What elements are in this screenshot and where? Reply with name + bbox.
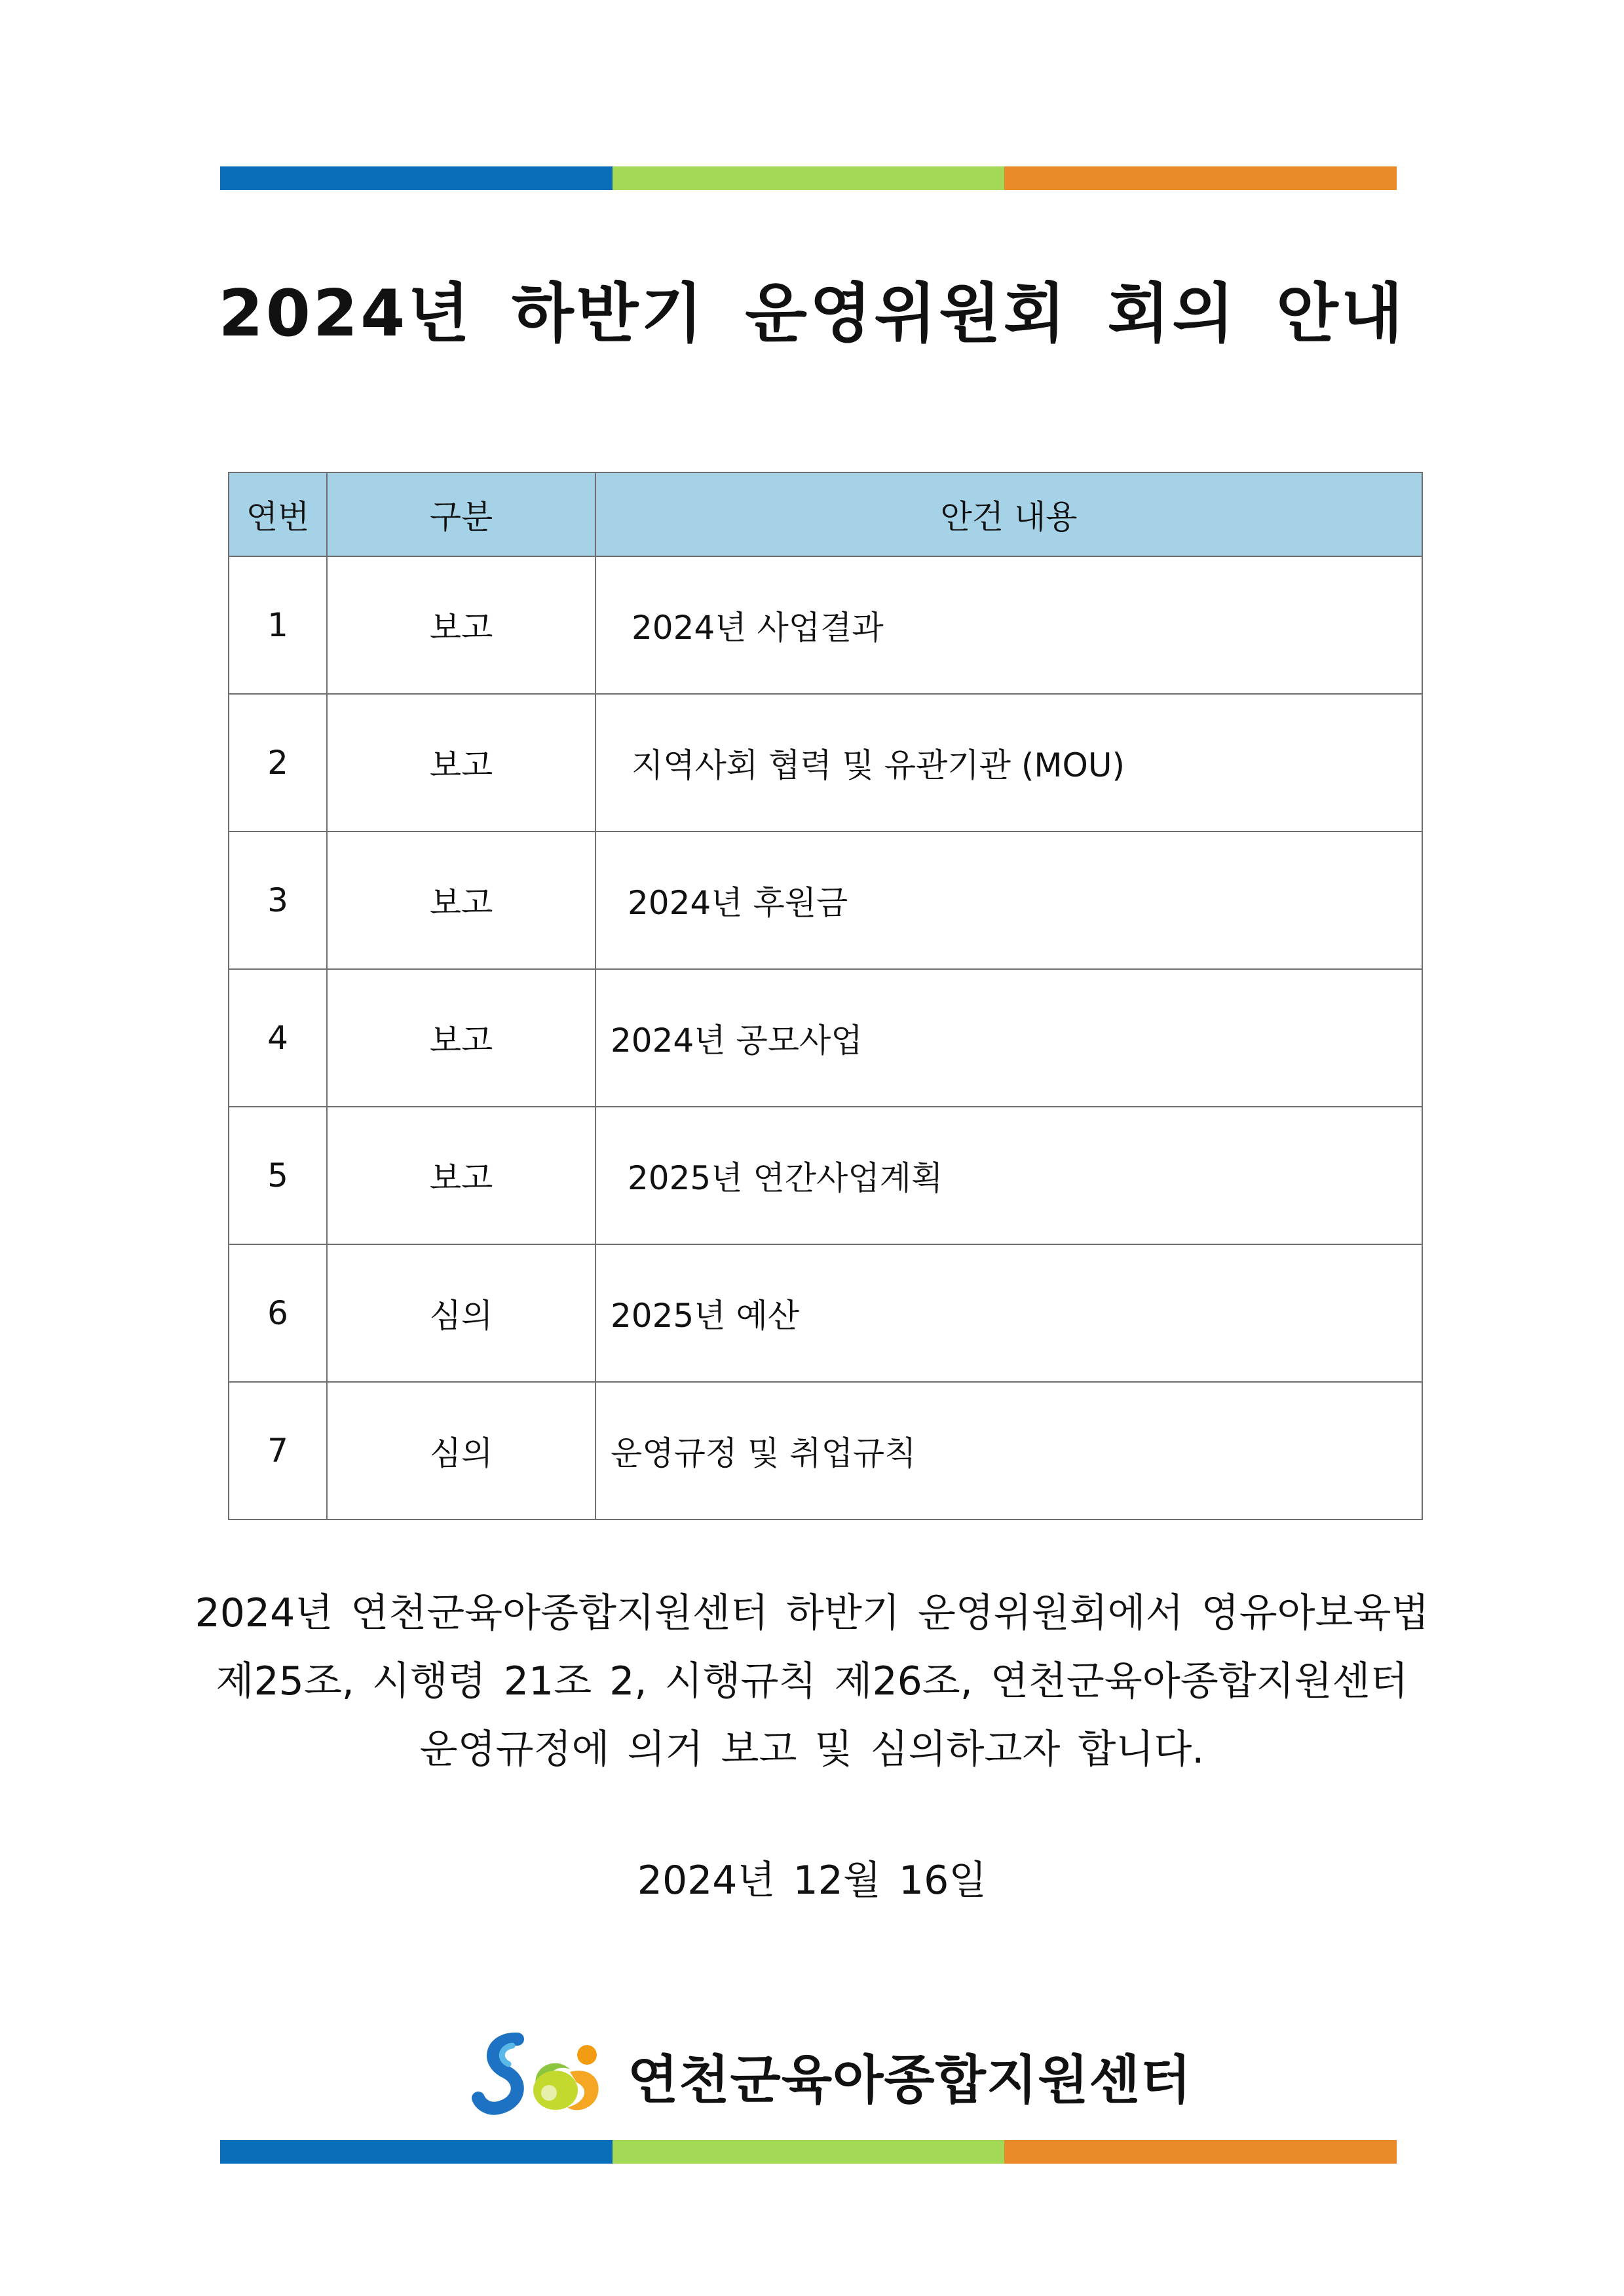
row-number: 2	[229, 694, 327, 832]
row-number: 4	[229, 969, 327, 1107]
table-row	[229, 1244, 1422, 1382]
stripe-green	[613, 2140, 1005, 2164]
row-category: 보고	[327, 556, 595, 694]
notice-line-2: 제25조, 시행령 21조 2, 시행규칙 제26조, 연천군육아종합지원센터	[216, 1658, 1408, 1704]
notice-paragraph	[0, 1579, 1624, 1784]
stripe-green	[613, 166, 1005, 190]
stripe-orange	[1004, 166, 1397, 190]
header-category: 구분	[327, 472, 595, 556]
row-number: 1	[229, 556, 327, 694]
table-row	[229, 694, 1422, 832]
row-content: 지역사회 협력 및 유관기관 (MOU)	[595, 694, 1422, 832]
notice-date: 2024년 12월 16일	[637, 1858, 987, 1904]
row-content: 2025년 연간사업계획	[595, 1107, 1422, 1244]
row-category: 보고	[327, 969, 595, 1107]
header-number: 연번	[229, 472, 327, 556]
row-category: 보고	[327, 694, 595, 832]
table-header-row	[229, 472, 1422, 556]
row-category: 심의	[327, 1244, 595, 1382]
row-category: 보고	[327, 1107, 595, 1244]
table-row	[229, 1382, 1422, 1520]
organization-name: 연천군육아종합지원센터	[628, 2049, 1192, 2111]
table-row	[229, 556, 1422, 694]
notice-line-1: 2024년 연천군육아종합지원센터 하반기 운영위원회에서 영유아보육법	[195, 1590, 1429, 1636]
page-title: 2024년 하반기 운영위원회 회의 안내	[218, 277, 1406, 351]
row-number: 5	[229, 1107, 327, 1244]
row-number: 6	[229, 1244, 327, 1382]
stripe-orange	[1004, 2140, 1397, 2164]
table-row	[229, 969, 1422, 1107]
stripe-blue	[220, 166, 613, 190]
row-content: 2025년 예산	[595, 1244, 1422, 1382]
stripe-blue	[220, 2140, 613, 2164]
row-content: 2024년 사업결과	[595, 556, 1422, 694]
bottom-color-stripe	[220, 2140, 1397, 2164]
table-row	[229, 1107, 1422, 1244]
footer-logo	[472, 2026, 1192, 2124]
header-content: 안건 내용	[595, 472, 1422, 556]
top-color-stripe	[220, 166, 1397, 190]
agenda-table	[228, 472, 1423, 1520]
row-content: 2024년 후원금	[595, 832, 1422, 969]
row-category: 보고	[327, 832, 595, 969]
row-category: 심의	[327, 1382, 595, 1520]
row-content: 운영규정 및 취업규칙	[595, 1382, 1422, 1520]
row-number: 3	[229, 832, 327, 969]
table-row	[229, 832, 1422, 969]
row-content: 2024년 공모사업	[595, 969, 1422, 1107]
center-logo-icon	[472, 2026, 616, 2124]
notice-line-3: 운영규정에 의거 보고 및 심의하고자 합니다.	[419, 1727, 1205, 1772]
row-number: 7	[229, 1382, 327, 1520]
